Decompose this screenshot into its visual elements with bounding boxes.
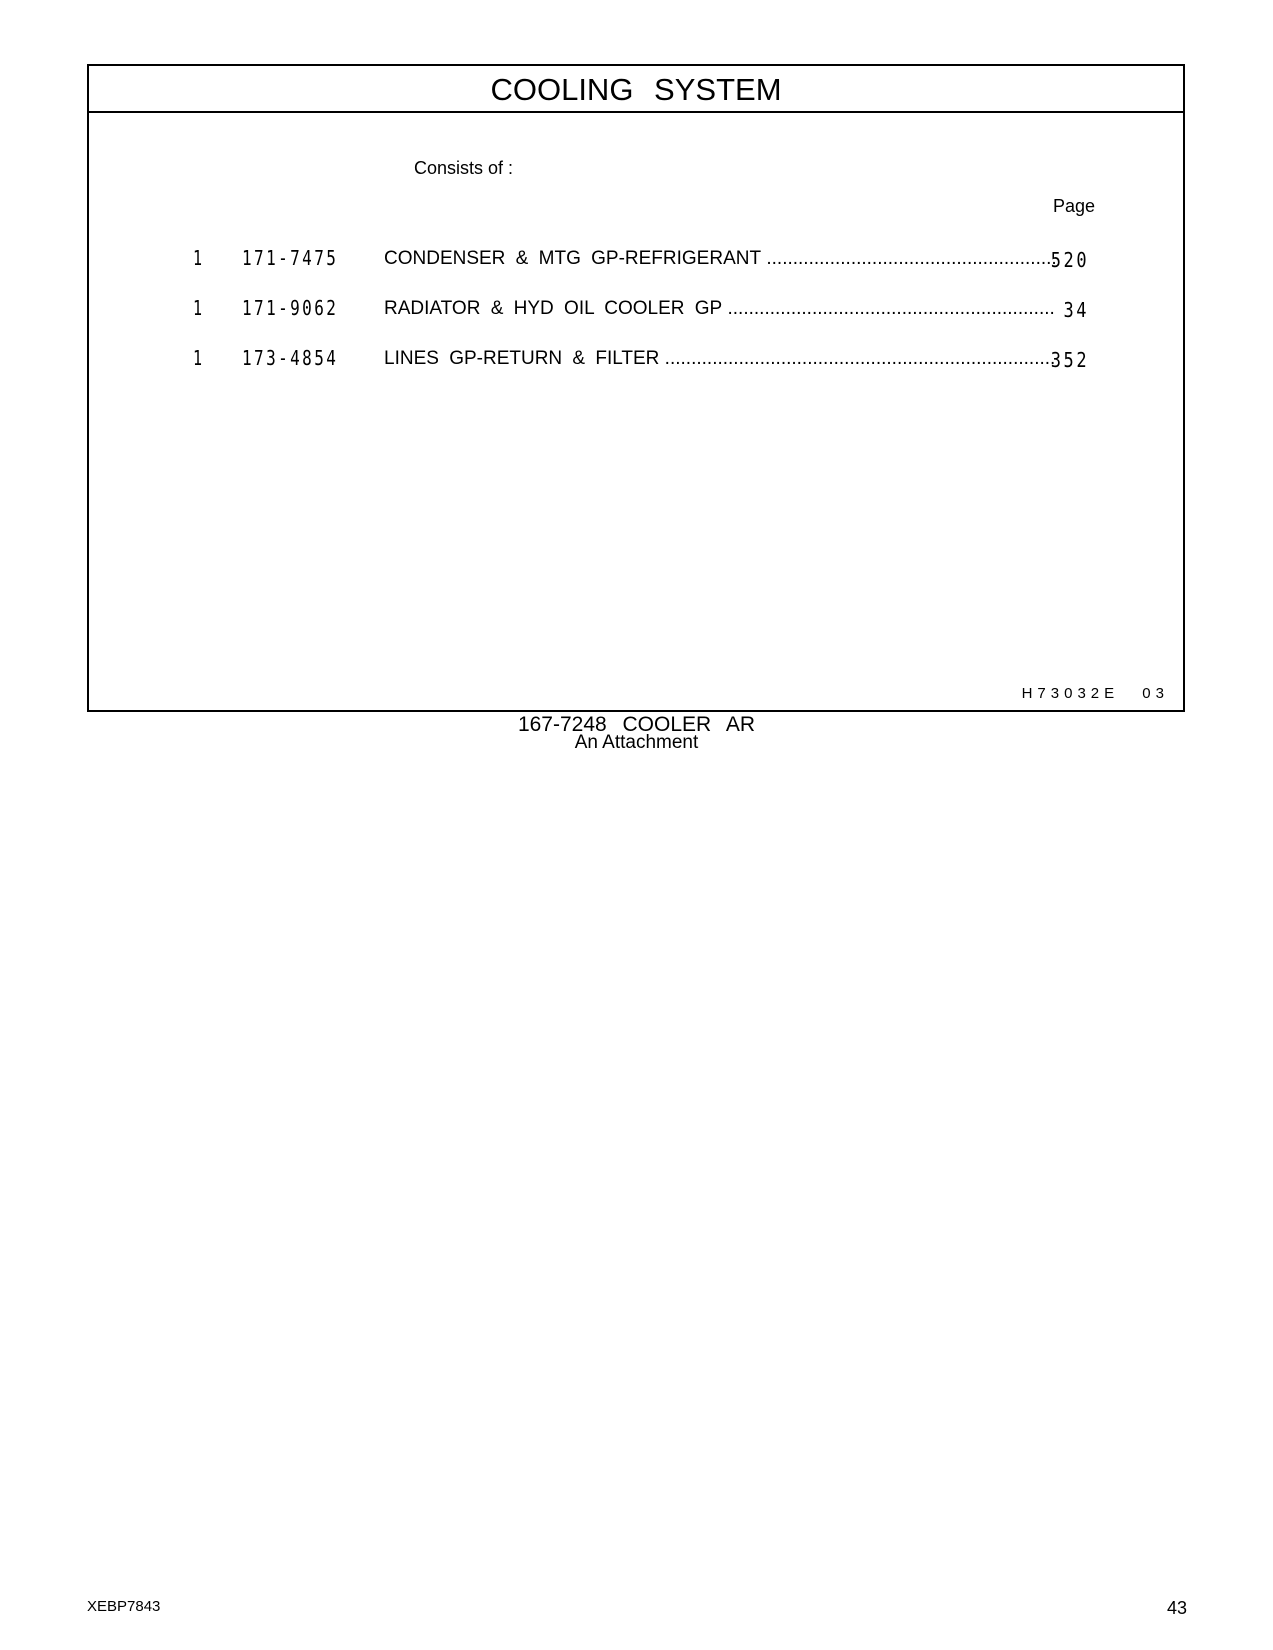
page-reference[interactable]: 352: [1050, 348, 1089, 372]
part-description: LINES GP-RETURN & FILTER .....: [384, 348, 1056, 370]
page-reference[interactable]: 520: [1050, 248, 1089, 272]
assembly-subtitle: An Attachment: [574, 732, 699, 753]
part-number: 171-7475: [242, 246, 339, 270]
page-reference[interactable]: 34: [1063, 298, 1089, 322]
part-number: 171-9062: [242, 296, 339, 320]
document-number: XEBP7843: [87, 1598, 161, 1615]
parts-row: [89, 246, 1183, 276]
quantity: 1: [193, 246, 203, 270]
section-title: COOLING SYSTEM: [490, 72, 782, 107]
part-number: 173-4854: [242, 346, 339, 370]
parts-row: [89, 346, 1183, 376]
consists-of-label: Consists of :: [414, 158, 514, 178]
quantity: 1: [193, 296, 203, 320]
assembly-title: 167-7248 COOLER AR: [517, 713, 756, 736]
page-number: 43: [1166, 1598, 1187, 1618]
page-column-header: Page: [1053, 196, 1096, 216]
quantity: 1: [193, 346, 203, 370]
part-description: RADIATOR & HYD OIL COOLER GP .....: [384, 298, 1056, 320]
part-description: CONDENSER & MTG GP-REFRIGERANT .....: [384, 248, 1056, 270]
illustration-code: H73032E 03: [1021, 685, 1169, 702]
parts-list-frame: [87, 64, 1185, 712]
parts-row: [89, 296, 1183, 326]
title-bar: [89, 66, 1183, 113]
